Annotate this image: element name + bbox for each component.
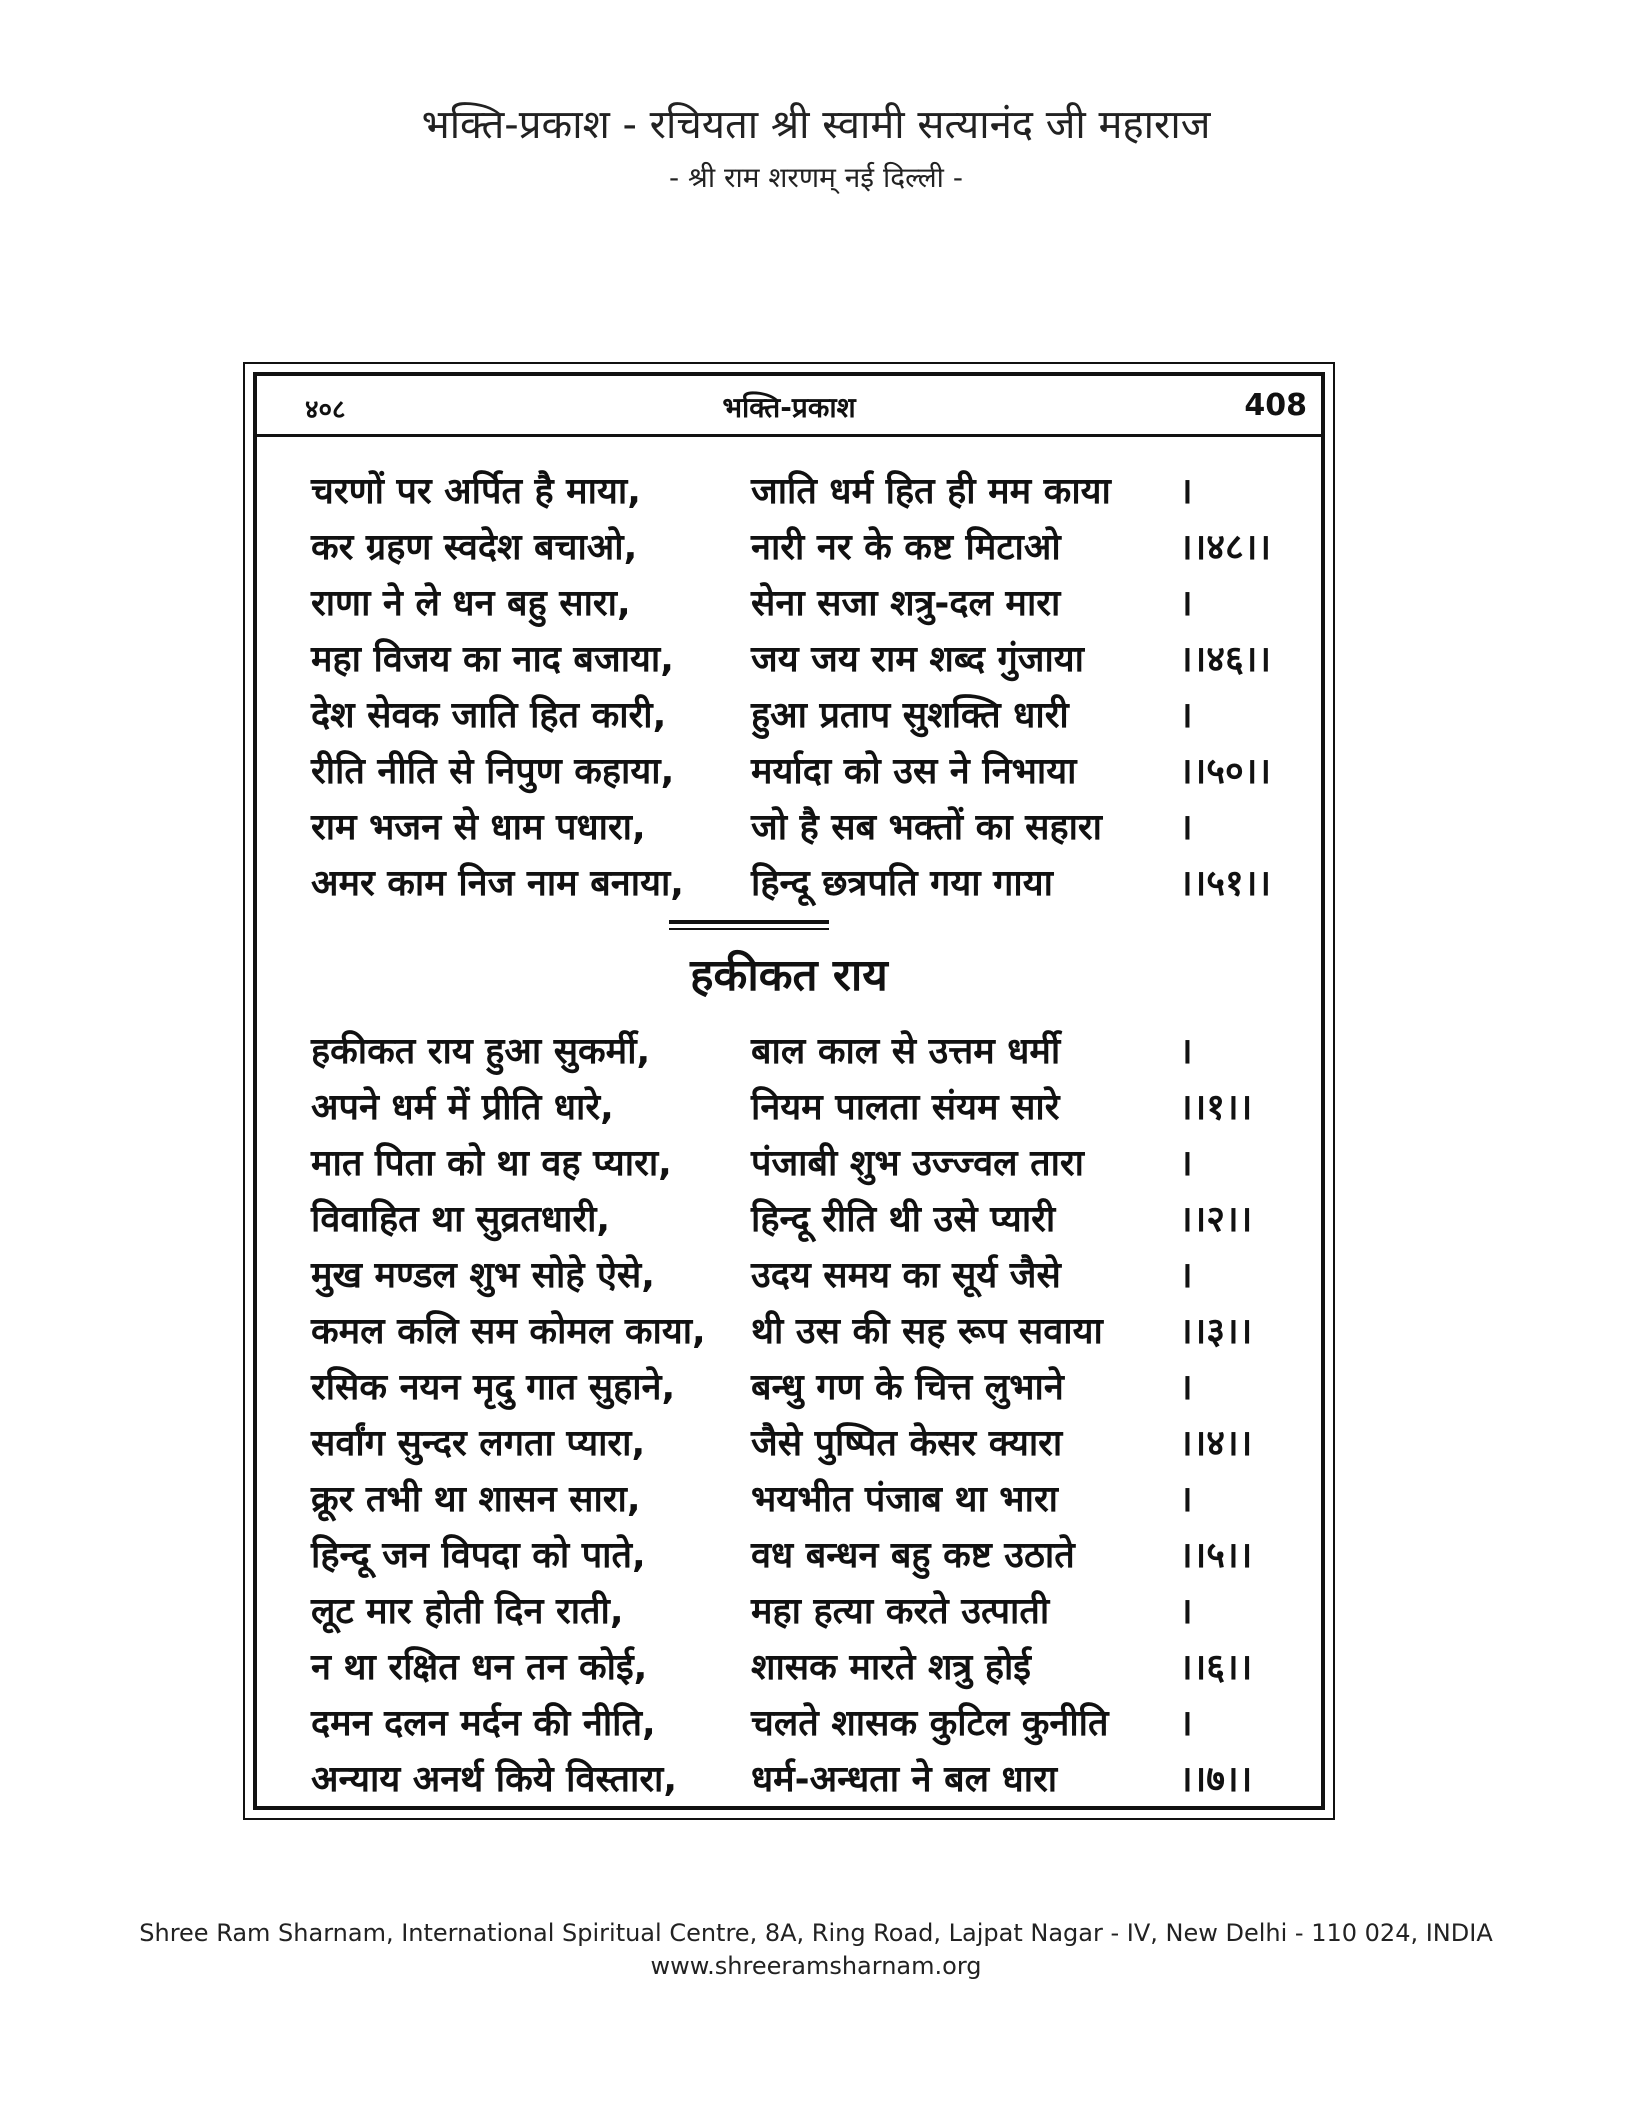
- document-header-subtitle: - श्री राम शरणम् नई दिल्ली -: [669, 161, 963, 194]
- verse-first-half: न था रक्षित धन तन कोई,: [311, 1647, 648, 1688]
- verse-second-half: उदय समय का सूर्य जैसे: [751, 1255, 1061, 1296]
- verse-second-half: शासक मारते शत्रु होई: [751, 1647, 1031, 1688]
- verse-number: ।: [1179, 1367, 1193, 1408]
- verse-second-half: नियम पालता संयम सारे: [751, 1087, 1060, 1128]
- verse-line: [311, 1136, 1311, 1192]
- verse-second-half: जाति धर्म हित ही मम काया: [751, 471, 1111, 512]
- verse-number: ।।५१।।: [1179, 863, 1272, 904]
- verse-second-half: पंजाबी शुभ उज्ज्वल तारा: [751, 1143, 1084, 1184]
- running-title: भक्ति-प्रकाश: [722, 391, 856, 424]
- verse-number: ।: [1179, 1031, 1193, 1072]
- verse-line: [311, 1080, 1311, 1136]
- verse-number: ।: [1179, 807, 1193, 848]
- verse-number: ।।२।।: [1179, 1199, 1253, 1240]
- verse-first-half: देश सेवक जाति हित कारी,: [311, 695, 667, 736]
- page-frame-inner: [253, 372, 1325, 1810]
- verse-line: [311, 520, 1311, 576]
- verse-number: ।: [1179, 471, 1193, 512]
- verse-number: ।: [1179, 1479, 1193, 1520]
- verse-second-half: वध बन्धन बहु कष्ट उठाते: [751, 1535, 1075, 1576]
- verse-number: ।।४।।: [1179, 1423, 1253, 1464]
- verse-second-half: हिन्दू रीति थी उसे प्यारी: [751, 1199, 1056, 1240]
- verse-second-half: जय जय राम शब्द गुंजाया: [751, 639, 1084, 680]
- verse-second-half: बन्धु गण के चित्त लुभाने: [751, 1367, 1064, 1408]
- verse-second-half: नारी नर के कष्ट मिटाओ: [751, 527, 1061, 568]
- verse-line: [311, 1472, 1311, 1528]
- verse-second-half: बाल काल से उत्तम धर्मी: [751, 1031, 1061, 1072]
- verse-second-half: मर्यादा को उस ने निभाया: [751, 751, 1077, 792]
- section-title: हकीकत राय: [690, 950, 888, 1001]
- verse-first-half: रसिक नयन मृदु गात सुहाने,: [311, 1367, 676, 1408]
- verse-first-half: मुख मण्डल शुभ सोहे ऐसे,: [311, 1255, 655, 1296]
- verse-first-half: कर ग्रहण स्वदेश बचाओ,: [311, 527, 638, 568]
- verse-line: [311, 1416, 1311, 1472]
- verse-first-half: राम भजन से धाम पधारा,: [311, 807, 646, 848]
- page-running-header: [257, 376, 1321, 437]
- verse-first-half: महा विजय का नाद बजाया,: [311, 639, 674, 680]
- verse-first-half: मात पिता को था वह प्यारा,: [311, 1143, 672, 1184]
- verse-number: ।।४६।।: [1179, 639, 1272, 680]
- verse-second-half: धर्म-अन्धता ने बल धारा: [751, 1759, 1058, 1800]
- verse-line: [311, 688, 1311, 744]
- verse-first-half: कमल कलि सम कोमल काया,: [311, 1311, 706, 1352]
- page-number-devanagari: ४०८: [305, 395, 346, 425]
- verse-block-1: [311, 464, 1311, 912]
- verse-second-half: जो है सब भक्तों का सहारा: [751, 807, 1102, 848]
- document-header-title: भक्ति-प्रकाश - रचियता श्री स्वामी सत्यानंद जी महाराज: [421, 102, 1211, 148]
- verse-block-2: [311, 1024, 1311, 1808]
- verse-number: ।: [1179, 1255, 1193, 1296]
- verse-line: [311, 1528, 1311, 1584]
- verse-number: ।।७।।: [1179, 1759, 1253, 1800]
- verse-first-half: राणा ने ले धन बहु सारा,: [311, 583, 631, 624]
- verse-first-half: विवाहित था सुव्रतधारी,: [311, 1199, 611, 1240]
- verse-first-half: दमन दलन मर्दन की नीति,: [311, 1703, 656, 1744]
- verse-number: ।: [1179, 1703, 1193, 1744]
- verse-first-half: रीति नीति से निपुण कहाया,: [311, 751, 675, 792]
- footer-address: Shree Ram Sharnam, International Spiritual Centre, 8A, Ring Road, Lajpat Nagar - IV, New Delhi - 110 024, INDIA: [139, 1919, 1493, 1947]
- verse-line: [311, 1640, 1311, 1696]
- verse-first-half: हकीकत राय हुआ सुकर्मी,: [311, 1031, 651, 1072]
- verse-second-half: महा हत्या करते उत्पाती: [751, 1591, 1050, 1632]
- verse-first-half: क्रूर तभी था शासन सारा,: [311, 1479, 641, 1520]
- verse-second-half: थी उस की सह रूप सवाया: [751, 1311, 1103, 1352]
- verse-line: [311, 744, 1311, 800]
- verse-first-half: अन्याय अनर्थ किये विस्तारा,: [311, 1759, 678, 1800]
- verse-number: ।।१।।: [1179, 1087, 1253, 1128]
- verse-second-half: जैसे पुष्पित केसर क्यारा: [751, 1423, 1063, 1464]
- verse-first-half: हिन्दू जन विपदा को पाते,: [311, 1535, 646, 1576]
- verse-first-half: सर्वांग सुन्दर लगता प्यारा,: [311, 1423, 646, 1464]
- verse-number: ।।६।।: [1179, 1647, 1253, 1688]
- page-frame: [243, 362, 1335, 1820]
- page-number: 408: [1244, 388, 1307, 423]
- verse-line: [311, 1192, 1311, 1248]
- verse-line: [311, 1248, 1311, 1304]
- verse-line: [311, 576, 1311, 632]
- verse-first-half: चरणों पर अर्पित है माया,: [311, 471, 641, 512]
- verse-number: ।।४८।।: [1179, 527, 1272, 568]
- verse-first-half: लूट मार होती दिन राती,: [311, 1591, 624, 1632]
- verse-line: [311, 464, 1311, 520]
- verse-second-half: हुआ प्रताप सुशक्ति धारी: [751, 695, 1069, 736]
- verse-number: ।: [1179, 695, 1193, 736]
- verse-second-half: भयभीत पंजाब था भारा: [751, 1479, 1058, 1520]
- verse-line: [311, 1696, 1311, 1752]
- verse-second-half: चलते शासक कुटिल कुनीति: [751, 1703, 1109, 1744]
- verse-number: ।: [1179, 1591, 1193, 1632]
- verse-first-half: अपने धर्म में प्रीति धारे,: [311, 1087, 614, 1128]
- verse-number: ।।३।।: [1179, 1311, 1253, 1352]
- verse-line: [311, 1304, 1311, 1360]
- footer-website: www.shreeramsharnam.org: [650, 1952, 982, 1980]
- verse-number: ।: [1179, 1143, 1193, 1184]
- verse-second-half: सेना सजा शत्रु-दल मारा: [751, 583, 1061, 624]
- verse-number: ।: [1179, 583, 1193, 624]
- verse-line: [311, 1024, 1311, 1080]
- verse-line: [311, 856, 1311, 912]
- verse-line: [311, 800, 1311, 856]
- verse-line: [311, 1752, 1311, 1808]
- verse-second-half: हिन्दू छत्रपति गया गाया: [751, 863, 1053, 904]
- verse-first-half: अमर काम निज नाम बनाया,: [311, 863, 684, 904]
- verse-line: [311, 632, 1311, 688]
- verse-line: [311, 1584, 1311, 1640]
- verse-number: ।।५।।: [1179, 1535, 1253, 1576]
- verse-line: [311, 1360, 1311, 1416]
- verse-number: ।।५०।।: [1179, 751, 1272, 792]
- section-divider: [669, 920, 829, 930]
